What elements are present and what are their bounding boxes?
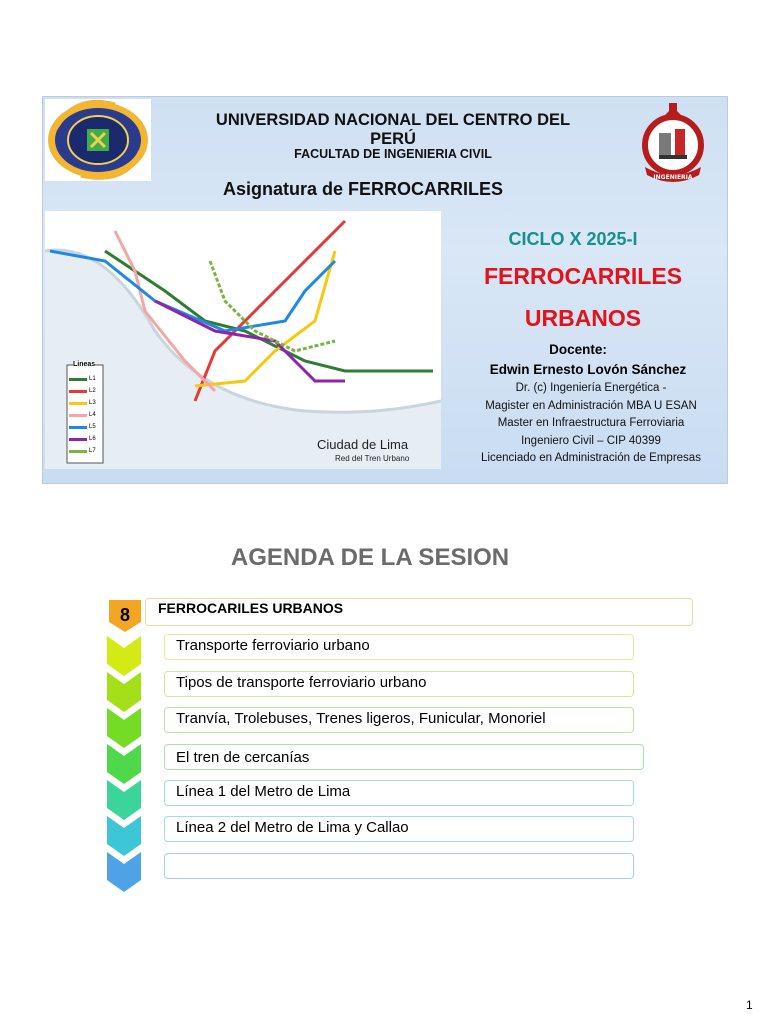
legend-row-l2: L2	[69, 385, 96, 397]
chevron-down-icon	[107, 780, 141, 820]
map-subcaption: Red del Tren Urbano	[335, 454, 410, 463]
university-logo	[45, 99, 151, 181]
session-number: 8	[119, 605, 130, 625]
cover-slide	[42, 96, 728, 484]
chevron-down-icon	[107, 852, 141, 892]
legend-row-l3: L3	[69, 397, 96, 409]
civil-engineering-logo	[633, 103, 713, 185]
legend-row-l7: L7	[69, 445, 96, 457]
map-legend-title: Lineas	[73, 361, 96, 368]
agenda-item-text: El tren de cercanías	[176, 749, 310, 766]
legend-row-l4: L4	[69, 409, 96, 421]
map-caption: Ciudad de Lima	[317, 437, 409, 452]
agenda-heading: FERROCARILES URBANOS	[158, 600, 344, 616]
university-name: UNIVERSIDAD NACIONAL DEL CENTRO DEL PERÚ	[215, 111, 571, 148]
course-name: Asignatura de FERROCARRILES	[222, 179, 504, 199]
credential-line: Dr. (c) Ingeniería Energética -	[515, 382, 667, 394]
chevron-down-icon	[107, 744, 141, 784]
chevron-down-icon	[107, 672, 141, 712]
session-number-badge	[109, 600, 141, 632]
agenda-item-text: Transporte ferroviario urbano	[176, 637, 370, 654]
credential-line: Master en Infraestructura Ferroviaria	[497, 417, 685, 429]
agenda-item	[164, 853, 634, 879]
lima-metro-map	[45, 211, 441, 469]
agenda-title: AGENDA DE LA SESION	[230, 544, 510, 571]
page-number: 1	[746, 998, 753, 1012]
chevron-down-icon	[107, 636, 141, 676]
agenda-item-text: Línea 1 del Metro de Lima	[176, 783, 351, 800]
map-legend	[69, 373, 96, 457]
legend-row-l6: L6	[69, 433, 96, 445]
credential-line: Magister en Administración MBA U ESAN	[485, 400, 697, 412]
cycle-label: CICLO X 2025-I	[508, 229, 638, 249]
agenda-item-text: Tipos de transporte ferroviario urbano	[176, 674, 427, 691]
teacher-name: Edwin Ernesto Lovón Sánchez	[489, 362, 687, 377]
agenda-item-text: Tranvía, Trolebuses, Trenes ligeros, Funicular, Monoriel	[176, 710, 546, 727]
faculty-name: FACULTAD DE INGENIERIA CIVIL	[294, 147, 492, 161]
agenda-item-text: Línea 2 del Metro de Lima y Callao	[176, 819, 409, 836]
credential-line: Ingeniero Civil – CIP 40399	[521, 435, 661, 447]
legend-row-l5: L5	[69, 421, 96, 433]
chevron-down-icon	[107, 816, 141, 856]
svg-text:INGENIERIA: INGENIERIA	[653, 174, 693, 181]
teacher-heading: Docente:	[549, 342, 607, 357]
chevron-down-icon	[107, 708, 141, 748]
slide-title-line2: URBANOS	[524, 305, 642, 331]
credential-line: Licenciado en Administración de Empresas	[481, 452, 701, 464]
legend-row-l1: L1	[69, 373, 96, 385]
slide-title-line1: FERROCARRILES	[483, 263, 683, 289]
